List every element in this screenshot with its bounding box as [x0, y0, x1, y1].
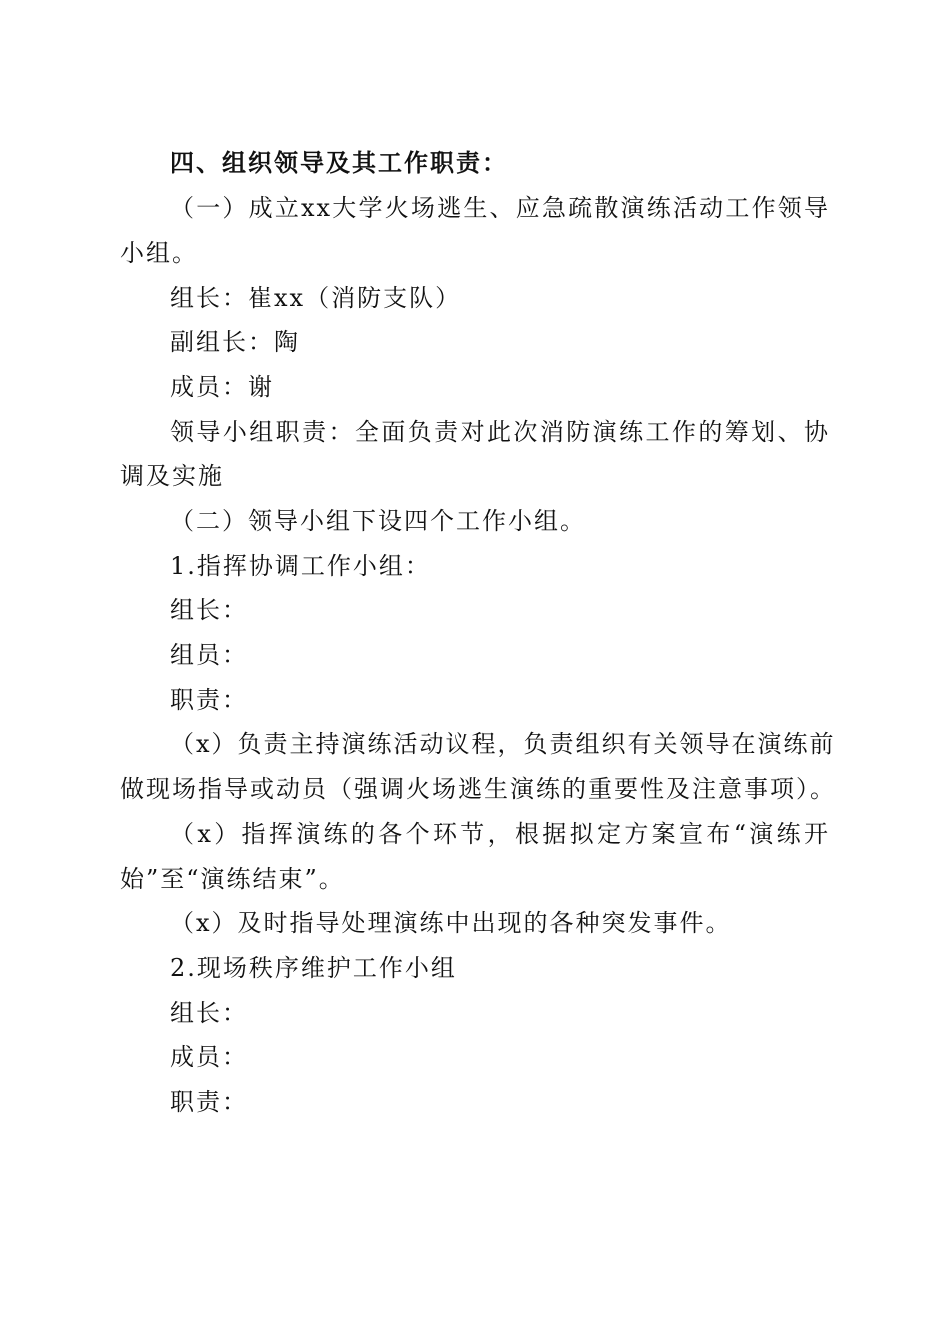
- leadership-duty-line-2: 调及实施: [120, 462, 224, 490]
- group-1-duty-1-line-2: 做现场指导或动员（强调火场逃生演练的重要性及注意事项）。: [120, 775, 836, 803]
- group-1-duties-label: 职责：: [170, 686, 248, 714]
- leadership-duty-line-1: 领导小组职责：全面负责对此次消防演练工作的筹划、协: [170, 418, 830, 446]
- group-1-duty-3: （x）及时指导处理演练中出现的各种突发事件。: [170, 909, 732, 937]
- members-line: 成员：谢: [170, 373, 274, 401]
- group-1-duty-2-line-1: （x）指挥演练的各个环节，根据拟定方案宣布“演练开: [170, 820, 830, 848]
- group-1-duty-1-line-1: （x）负责主持演练活动议程，负责组织有关领导在演练前: [170, 730, 836, 758]
- group-1-members: 组员：: [170, 641, 248, 669]
- group-1-title: 1.指挥协调工作小组：: [170, 552, 431, 580]
- leader-line: 组长：崔xx（消防支队）: [170, 284, 462, 312]
- group-2-leader: 组长：: [170, 999, 248, 1027]
- section-heading: 四、组织领导及其工作职责：: [170, 149, 508, 177]
- group-1-leader: 组长：: [170, 596, 248, 624]
- group-2-members: 成员：: [170, 1043, 248, 1071]
- group-1-duty-2-line-2: 始”至“演练结束”。: [120, 865, 345, 893]
- group-2-title: 2.现场秩序维护工作小组: [170, 954, 457, 982]
- subsection-1-line-1: （一）成立xx大学火场逃生、应急疏散演练活动工作领导: [170, 194, 830, 222]
- subsection-2: （二）领导小组下设四个工作小组。: [170, 507, 586, 535]
- subsection-1-line-2: 小组。: [120, 239, 198, 267]
- group-2-duties-label: 职责：: [170, 1088, 248, 1116]
- deputy-leader-line: 副组长：陶: [170, 328, 300, 356]
